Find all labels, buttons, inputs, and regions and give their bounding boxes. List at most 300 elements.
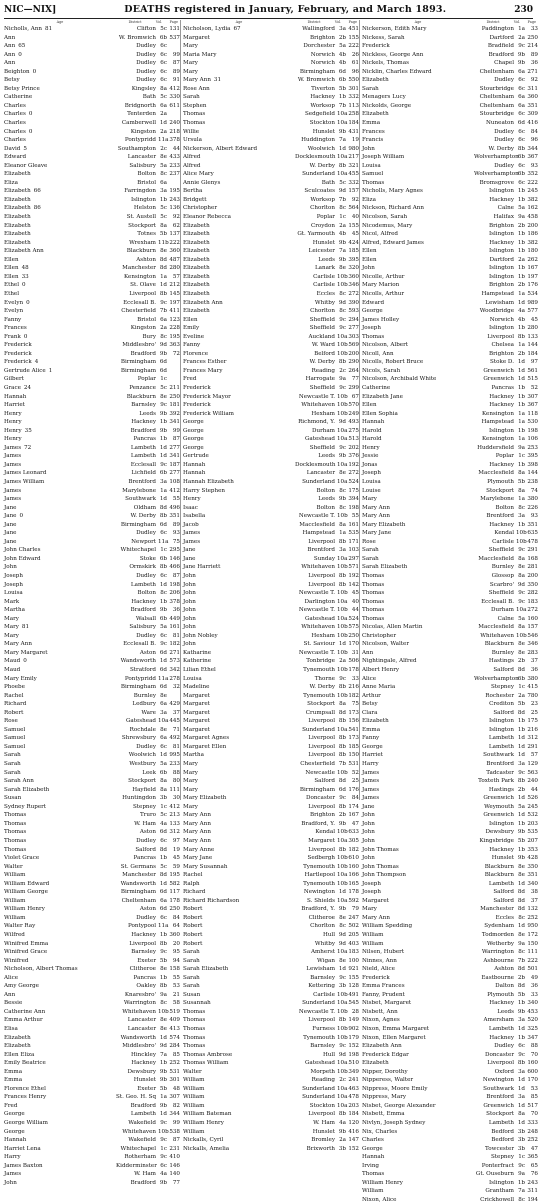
entry-forename: John bbox=[183, 598, 196, 605]
entry-district: Sheffield bbox=[309, 316, 335, 323]
entry-page: 571 bbox=[348, 564, 359, 571]
entry-page: 19 bbox=[172, 846, 180, 853]
entry-page: 192 bbox=[348, 461, 359, 468]
entry-district: Stockport bbox=[307, 701, 335, 708]
entry-name bbox=[362, 247, 474, 256]
entry-page: 453 bbox=[527, 1008, 538, 1015]
entry-name bbox=[362, 162, 474, 171]
page-title: DEATHS registered in January, February, and March 1893. bbox=[124, 4, 447, 15]
entry-forename: Martha bbox=[4, 607, 25, 614]
entry-name bbox=[4, 786, 116, 795]
entry-page: 272 bbox=[348, 290, 359, 297]
entry-district: Hackney bbox=[489, 239, 514, 246]
entry-volume: 10b bbox=[337, 667, 348, 674]
entry-district: Kingsley bbox=[131, 85, 156, 92]
register-entry bbox=[362, 179, 538, 188]
entry-volume: 6b bbox=[338, 77, 346, 84]
entry-name bbox=[4, 34, 116, 43]
entry-district: Gateshead bbox=[125, 718, 156, 725]
entry-page: 167 bbox=[527, 265, 538, 272]
entry-name bbox=[183, 922, 295, 931]
entry-name bbox=[183, 213, 295, 222]
entry-page: 526 bbox=[527, 795, 538, 802]
entry-forename: Sarah bbox=[4, 761, 21, 768]
entry-name bbox=[362, 375, 474, 384]
entry-forename: James bbox=[4, 461, 22, 468]
entry-page: 155 bbox=[348, 974, 359, 981]
entry-district: Stoke bbox=[139, 555, 156, 562]
entry-age: 0 bbox=[26, 299, 30, 306]
register-entry bbox=[362, 410, 538, 419]
entry-age: 66 bbox=[33, 188, 41, 195]
entry-forename: Fanny bbox=[362, 735, 380, 742]
register-entry bbox=[4, 213, 180, 222]
entry-district: Grantham bbox=[485, 1188, 514, 1195]
entry-district: Bedford bbox=[491, 1128, 514, 1135]
entry-district: Wakefield bbox=[128, 1120, 156, 1126]
entry-forename: John bbox=[4, 1179, 17, 1186]
entry-district: Brixworth bbox=[306, 1145, 335, 1152]
entry-volume: 2b bbox=[517, 350, 525, 357]
entry-page: 91 bbox=[172, 77, 180, 84]
register-entry bbox=[362, 59, 538, 68]
entry-district: Pancras bbox=[133, 974, 156, 981]
entry-volume: 10b bbox=[158, 1128, 169, 1135]
register-entry bbox=[4, 427, 180, 436]
register-entry bbox=[183, 418, 359, 427]
entry-forename: Henry bbox=[4, 436, 22, 443]
entry-age: 0 bbox=[18, 51, 22, 58]
entry-volume: 1b bbox=[517, 427, 525, 434]
entry-page: 36 bbox=[530, 983, 538, 990]
entry-name bbox=[362, 999, 474, 1008]
register-entry bbox=[4, 871, 180, 880]
entry-page: 277 bbox=[348, 325, 359, 332]
register-entry bbox=[183, 521, 359, 530]
entry-district: Lambeth bbox=[488, 1120, 514, 1126]
entry-volume: 9c bbox=[339, 325, 346, 332]
entry-volume: 10a bbox=[337, 872, 348, 879]
register-entry bbox=[183, 25, 359, 34]
entry-name bbox=[4, 119, 116, 128]
entry-volume: 11a bbox=[158, 923, 169, 930]
entry-forename: George bbox=[183, 419, 204, 426]
entry-page: 81 bbox=[172, 743, 180, 750]
entry-district: Docklesmouth bbox=[295, 154, 336, 161]
entry-district: Lewisham bbox=[485, 299, 514, 306]
register-entry bbox=[362, 93, 538, 102]
entry-page: 36 bbox=[530, 60, 538, 67]
entry-volume: 1a bbox=[160, 1094, 167, 1101]
entry-district: Wolverhampton bbox=[474, 171, 519, 178]
entry-forename: Louisa bbox=[4, 590, 23, 597]
entry-district: Nuneaton bbox=[486, 120, 514, 127]
entry-forename: George bbox=[183, 427, 204, 434]
entry-forename: William bbox=[183, 1085, 205, 1092]
entry-forename: Mary bbox=[183, 68, 198, 75]
entry-volume: 11a bbox=[158, 538, 169, 545]
entry-volume: 6d bbox=[338, 786, 346, 793]
register-entry bbox=[4, 196, 180, 205]
entry-forename: William bbox=[4, 914, 26, 921]
entry-district: Bolton bbox=[316, 487, 335, 494]
entry-name bbox=[183, 965, 295, 974]
entry-forename: Emma bbox=[4, 1068, 23, 1075]
entry-district: Tynemouth bbox=[303, 667, 335, 674]
entry-district: Oxford bbox=[494, 1068, 514, 1075]
entry-district: Dudley bbox=[136, 837, 156, 844]
entry-volume: 8e bbox=[160, 966, 167, 973]
register-entry bbox=[362, 632, 538, 641]
entry-page: 458 bbox=[527, 214, 538, 221]
register-entry bbox=[362, 1170, 538, 1179]
entry-page: 140 bbox=[169, 1171, 180, 1178]
entry-district: Norwich bbox=[310, 51, 335, 58]
entry-name bbox=[4, 1119, 116, 1128]
entry-forename: Nickerson, Albert Edward bbox=[183, 145, 258, 152]
entry-page: 280 bbox=[527, 325, 538, 332]
register-entry bbox=[183, 863, 359, 872]
entry-forename: Frances bbox=[4, 325, 27, 332]
register-entry bbox=[183, 1145, 359, 1154]
register-entry bbox=[4, 598, 180, 607]
register-entry bbox=[362, 563, 538, 572]
register-entry bbox=[183, 1034, 359, 1043]
entry-name bbox=[4, 940, 116, 949]
subhead-page: Page bbox=[527, 20, 536, 24]
entry-forename: David bbox=[4, 145, 21, 152]
entry-name bbox=[4, 657, 116, 666]
entry-page: 175 bbox=[348, 487, 359, 494]
entry-page bbox=[167, 692, 180, 701]
entry-district: Bradfield bbox=[487, 43, 514, 50]
entry-forename: Thomas bbox=[4, 812, 27, 819]
entry-forename: John Nobley bbox=[183, 632, 218, 639]
entry-district: Hunslet bbox=[312, 239, 335, 246]
entry-volume: 10b bbox=[337, 282, 348, 289]
entry-forename: Frederick William bbox=[183, 410, 234, 417]
register-entry bbox=[183, 162, 359, 171]
entry-volume: 1b bbox=[517, 718, 525, 725]
entry-district: Halifax bbox=[493, 214, 514, 221]
entry-page: 53 bbox=[530, 1085, 538, 1092]
entry-page: 342 bbox=[169, 667, 180, 674]
entry-page: 113 bbox=[348, 102, 359, 109]
entry-district: Birmingham bbox=[120, 521, 156, 528]
entry-forename: Mary Ann bbox=[362, 513, 390, 520]
register-entry bbox=[362, 256, 538, 265]
entry-page: 142 bbox=[348, 581, 359, 588]
register-entry bbox=[4, 393, 180, 402]
entry-district: Ashton bbox=[136, 256, 156, 263]
entry-volume: 1b bbox=[159, 419, 167, 426]
entry-district: Bradford, Y. bbox=[301, 906, 335, 913]
entry-forename: Lilian Ethel bbox=[183, 667, 216, 674]
entry-forename: John bbox=[4, 564, 17, 571]
entry-name bbox=[4, 623, 116, 632]
entry-name bbox=[362, 196, 474, 205]
entry-age: 48 bbox=[21, 265, 29, 272]
entry-page: 160 bbox=[527, 615, 538, 622]
entry-page: 94 bbox=[172, 957, 180, 964]
entry-name bbox=[4, 931, 116, 940]
register-entry bbox=[362, 239, 538, 248]
entry-forename: Margaret bbox=[183, 34, 210, 41]
register-entry bbox=[183, 170, 359, 179]
entry-page: 88 bbox=[172, 769, 180, 776]
entry-name bbox=[183, 435, 295, 444]
entry-page: 64 bbox=[172, 923, 180, 930]
register-entry bbox=[4, 769, 180, 778]
entry-district: Dudley bbox=[136, 43, 156, 50]
entry-name bbox=[4, 1179, 116, 1188]
entry-name bbox=[183, 632, 295, 641]
entry-name bbox=[362, 940, 474, 949]
entry-page: 380 bbox=[527, 675, 538, 682]
entry-volume: 1d bbox=[517, 359, 525, 366]
entry-district: Totnes bbox=[137, 231, 156, 238]
register-entry bbox=[362, 273, 538, 282]
register-entry bbox=[183, 367, 359, 376]
register-entry bbox=[362, 1025, 538, 1034]
register-entry bbox=[183, 880, 359, 889]
register-entry bbox=[4, 59, 180, 68]
entry-volume: 8a bbox=[518, 470, 525, 477]
entry-name bbox=[183, 888, 295, 897]
entry-name bbox=[4, 93, 116, 102]
entry-volume: 9c bbox=[160, 1137, 167, 1144]
register-entry bbox=[4, 281, 180, 290]
entry-district: S. Shields bbox=[307, 897, 335, 904]
entry-page: 431 bbox=[348, 128, 359, 135]
entry-name bbox=[4, 914, 116, 923]
register-entry bbox=[183, 529, 359, 538]
entry-page: 45 bbox=[351, 231, 359, 238]
entry-district: Hackney bbox=[489, 196, 514, 203]
entry-page: 592 bbox=[348, 897, 359, 904]
entry-volume: 1b bbox=[517, 820, 525, 827]
entry-page: 180 bbox=[527, 248, 538, 255]
entry-volume: 5b bbox=[517, 478, 525, 485]
register-entry bbox=[362, 649, 538, 658]
entry-list bbox=[362, 25, 538, 1204]
entry-name bbox=[4, 375, 116, 384]
entry-page: 301 bbox=[169, 1077, 180, 1084]
entry-name bbox=[183, 734, 295, 743]
entry-name bbox=[183, 999, 295, 1008]
entry-district: Chorlton bbox=[310, 923, 335, 930]
register-entry bbox=[362, 350, 538, 359]
register-entry bbox=[4, 452, 180, 461]
entry-volume: 1b bbox=[517, 1179, 525, 1186]
entry-page: 501 bbox=[527, 966, 538, 973]
entry-forename: Elizabeth bbox=[4, 205, 31, 212]
entry-district: Newington bbox=[303, 889, 335, 896]
register-entry bbox=[4, 632, 180, 641]
entry-name bbox=[4, 811, 116, 820]
entry-district: Worksop bbox=[310, 196, 335, 203]
entry-page: 20 bbox=[172, 940, 180, 947]
register-column-1 bbox=[4, 20, 180, 1186]
entry-forename: Joseph bbox=[362, 325, 381, 332]
entry-page: 980 bbox=[348, 145, 359, 152]
entry-volume: 8a bbox=[339, 701, 346, 708]
entry-name bbox=[362, 1093, 474, 1102]
entry-name bbox=[362, 1008, 474, 1017]
register-entry bbox=[362, 846, 538, 855]
entry-name bbox=[362, 170, 474, 179]
entry-district: Hunslet bbox=[133, 1077, 156, 1084]
entry-page: 243 bbox=[527, 1179, 538, 1186]
entry-district: Kendal bbox=[494, 530, 514, 537]
entry-district: Greenwich bbox=[483, 376, 514, 383]
register-entry bbox=[362, 264, 538, 273]
entry-forename: Rose bbox=[362, 538, 376, 545]
entry-district: Leeds bbox=[139, 410, 156, 417]
entry-name bbox=[183, 1068, 295, 1077]
entry-volume: 8c bbox=[339, 504, 346, 511]
entry-volume: 10a bbox=[516, 607, 527, 614]
register-entry bbox=[183, 1008, 359, 1017]
entry-page: 429 bbox=[169, 701, 180, 708]
entry-name bbox=[362, 683, 474, 692]
register-entry bbox=[4, 931, 180, 940]
entry-forename: Thomas bbox=[4, 820, 27, 827]
entry-district: Liverpool bbox=[487, 333, 514, 340]
entry-volume: 6b bbox=[517, 675, 525, 682]
entry-page: 162 bbox=[527, 205, 538, 212]
entry-page: 195 bbox=[169, 188, 180, 195]
entry-volume: 10b bbox=[337, 829, 348, 836]
register-entry bbox=[183, 991, 359, 1000]
entry-name bbox=[4, 820, 116, 829]
entry-volume: 1c bbox=[518, 1154, 525, 1161]
entry-name bbox=[362, 692, 474, 701]
entry-forename: Mary Jane bbox=[362, 530, 392, 537]
entry-volume: 1b bbox=[517, 239, 525, 246]
entry-volume: 10b bbox=[158, 1008, 169, 1015]
register-entry bbox=[4, 854, 180, 863]
entry-forename: Robert bbox=[183, 931, 203, 938]
entry-forename: Sarah Elizabeth bbox=[183, 966, 229, 973]
entry-volume: 1c bbox=[518, 453, 525, 460]
entry-forename: Samuel bbox=[4, 743, 26, 750]
entry-volume: 10a bbox=[337, 615, 348, 622]
entry-volume: 8b bbox=[159, 940, 167, 947]
entry-forename: Frederick bbox=[362, 974, 390, 981]
entry-volume: 10a bbox=[337, 897, 348, 904]
entry-page: 99 bbox=[172, 51, 180, 58]
entry-forename: Ellen Eliza bbox=[4, 1051, 35, 1058]
entry-page: 520 bbox=[527, 1017, 538, 1024]
entry-page: 320 bbox=[348, 265, 359, 272]
entry-forename: Charles bbox=[4, 137, 26, 144]
entry-volume: 10b bbox=[516, 538, 527, 545]
entry-forename: Richard bbox=[183, 889, 206, 896]
entry-page: 351 bbox=[527, 872, 538, 879]
entry-page: 330 bbox=[169, 94, 180, 101]
entry-forename: Mary Ann bbox=[362, 914, 390, 921]
entry-volume: 5c bbox=[160, 863, 167, 870]
entry-name bbox=[4, 51, 116, 60]
entry-volume: 1d bbox=[159, 282, 167, 289]
entry-volume: 10b bbox=[337, 564, 348, 571]
entry-district: Chelsea bbox=[491, 342, 514, 349]
entry-page: 37 bbox=[530, 897, 538, 904]
entry-district: Hull bbox=[322, 931, 335, 938]
entry-forename: Walter bbox=[4, 863, 23, 870]
entry-forename: Betsy bbox=[362, 701, 378, 708]
entry-name bbox=[362, 615, 474, 624]
register-entry bbox=[183, 204, 359, 213]
entry-volume: 10a bbox=[337, 1085, 348, 1092]
entry-page: 280 bbox=[169, 265, 180, 272]
entry-forename: Emma bbox=[4, 1077, 23, 1084]
entry-page: 123 bbox=[169, 316, 180, 323]
entry-district: Salisbury bbox=[129, 162, 156, 169]
entry-page: 31 bbox=[351, 649, 359, 656]
register-entry bbox=[183, 42, 359, 51]
entry-page: 146 bbox=[169, 1162, 180, 1169]
entry-name bbox=[183, 461, 295, 470]
entry-forename: Nicholson, Lydia bbox=[183, 26, 231, 32]
entry-page: 182 bbox=[169, 641, 180, 648]
entry-forename: Mary Elizabeth bbox=[183, 795, 227, 802]
entry-age: 4 bbox=[34, 359, 39, 366]
register-entry bbox=[4, 1162, 180, 1171]
entry-forename: James bbox=[4, 1171, 22, 1178]
entry-name bbox=[4, 110, 116, 119]
entry-forename: Elizabeth bbox=[4, 231, 31, 238]
entry-page: 57 bbox=[172, 273, 180, 280]
entry-volume: 10a bbox=[337, 598, 348, 605]
entry-volume: 9b bbox=[517, 60, 525, 67]
entry-district: Dartford bbox=[489, 256, 514, 263]
entry-page: 378 bbox=[169, 137, 180, 144]
register-entry bbox=[183, 384, 359, 393]
entry-forename: Mary bbox=[183, 769, 198, 776]
entry-volume: 10b bbox=[337, 991, 348, 998]
entry-name bbox=[4, 1170, 116, 1179]
entry-page: 194 bbox=[527, 1196, 538, 1203]
register-entry bbox=[183, 1059, 359, 1068]
entry-district: Liverpool bbox=[308, 752, 335, 759]
entry-name bbox=[4, 854, 116, 863]
entry-page: 87 bbox=[172, 436, 180, 443]
entry-district: Warrington bbox=[123, 1000, 156, 1007]
entry-forename: Ellen bbox=[362, 256, 377, 263]
entry-page: 478 bbox=[527, 538, 538, 545]
entry-district: Chesterfield bbox=[300, 761, 335, 768]
entry-district: Lewisham bbox=[306, 966, 335, 973]
entry-district: Barnsley bbox=[310, 974, 335, 981]
entry-district: Liverpool bbox=[308, 538, 335, 545]
entry-volume: 8a bbox=[518, 624, 525, 631]
register-entry bbox=[183, 606, 359, 615]
entry-district: Richmond, Y. bbox=[298, 419, 335, 426]
entry-forename: Nicoll, Ann bbox=[362, 350, 394, 357]
entry-district: Islington bbox=[488, 1179, 514, 1186]
entry-volume: 10b bbox=[337, 350, 348, 357]
entry-district: Lancaster bbox=[127, 154, 156, 161]
entry-volume: 1d bbox=[159, 444, 167, 451]
entry-volume: 5b bbox=[517, 837, 525, 844]
entry-page: 179 bbox=[348, 1034, 359, 1041]
entry-name bbox=[183, 871, 295, 880]
entry-district: Belford bbox=[314, 350, 335, 357]
entry-forename: Nightingale, Alfred bbox=[362, 658, 417, 665]
entry-district: Newcastle T. bbox=[298, 607, 335, 614]
